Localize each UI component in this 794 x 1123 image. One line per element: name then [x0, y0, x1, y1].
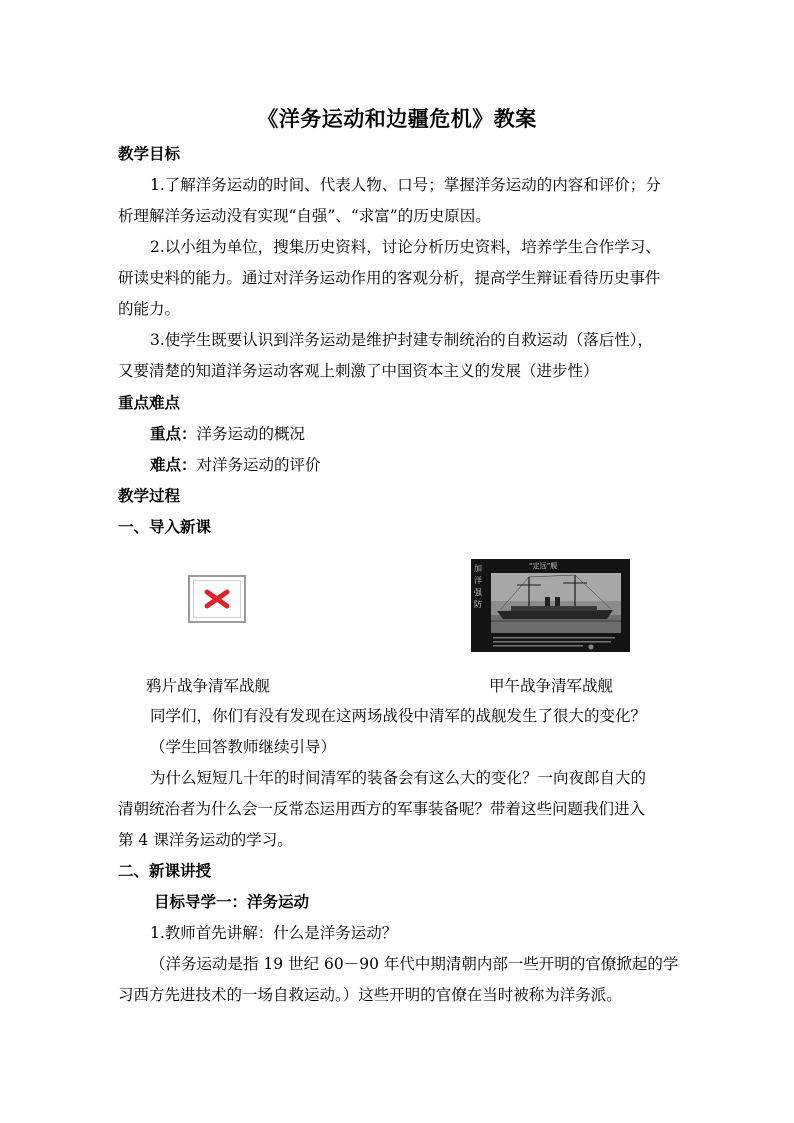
key-points-heading: 重点难点	[118, 393, 181, 412]
intro-paragraph-2: （学生回答教师继续引导）	[150, 738, 337, 756]
caption-opium-war-warship: 鸦片战争清军战舰	[146, 677, 271, 695]
intro-paragraph-3-line-3: 第 4 课洋务运动的学习。	[118, 831, 293, 849]
caption-sino-japanese-war-warship: 甲午战争清军战舰	[489, 677, 614, 695]
warship-photo	[471, 559, 630, 652]
difficulty-line	[150, 455, 321, 475]
objective-3-line-1: 3.使学生既要认识到洋务运动是维护封建专制统治的自救运动（落后性），	[150, 331, 654, 349]
objective-2-line-1: 2.以小组为单位，搜集历史资料，讨论分析历史资料，培养学生合作学习、	[150, 238, 661, 256]
difficulty-text: 对洋务运动的评价	[196, 456, 321, 474]
objectives-heading: 教学目标	[118, 144, 181, 163]
intro-paragraph-1: 同学们，你们有没有发现在这两场战役中清军的战舰发生了很大的变化？	[150, 707, 647, 725]
broken-image-icon	[188, 575, 246, 623]
objective-1-line-2: 析理解洋务运动没有实现“自强”、“求富”的历史原因。	[118, 207, 491, 225]
section-2-heading: 二、新课讲授	[118, 861, 212, 880]
section-1-heading: 一、导入新课	[118, 517, 212, 536]
intro-paragraph-3-line-1: 为什么短短几十年的时间清军的装备会有这么大的变化？一向夜郎自大的	[150, 769, 647, 787]
explanation-line-2: 习西方先进技术的一场自救运动。）这些开明的官僚在当时被称为洋务派。	[118, 986, 622, 1004]
process-heading: 教学过程	[118, 486, 181, 505]
step-1: 1.教师首先讲解：什么是洋务运动？	[150, 924, 398, 942]
objective-2-line-3: 的能力。	[118, 300, 181, 318]
objective-3-line-2: 又要清楚的知道洋务运动客观上刺激了中国资本主义的发展（进步性）	[118, 362, 599, 380]
objective-2-line-2: 研读史料的能力。通过对洋务运动作用的客观分析，提高学生辩证看待历史事件	[118, 269, 661, 287]
difficulty-label: 难点：	[150, 455, 197, 474]
focus-line	[150, 424, 305, 444]
focus-label: 重点：	[150, 424, 197, 443]
photo-side-text: 加 洋 强 防	[474, 564, 482, 609]
focus-text: 洋务运动的概况	[196, 425, 306, 443]
objective-1-line-1: 1.了解洋务运动的时间、代表人物、口号；掌握洋务运动的内容和评价；分	[150, 176, 661, 194]
photo-title: “定远”舰	[529, 562, 558, 570]
goal-1-heading: 目标导学一：洋务运动	[154, 892, 310, 911]
explanation-line-1: （洋务运动是指 19 世纪 60－90 年代中期清朝内部一些开明的官僚掀起的学	[150, 955, 679, 973]
intro-paragraph-3-line-2: 清朝统治者为什么会一反常态运用西方的军事装备呢？带着这些问题我们进入	[118, 800, 646, 818]
document-title: 《洋务运动和边疆危机》教案	[257, 106, 537, 131]
